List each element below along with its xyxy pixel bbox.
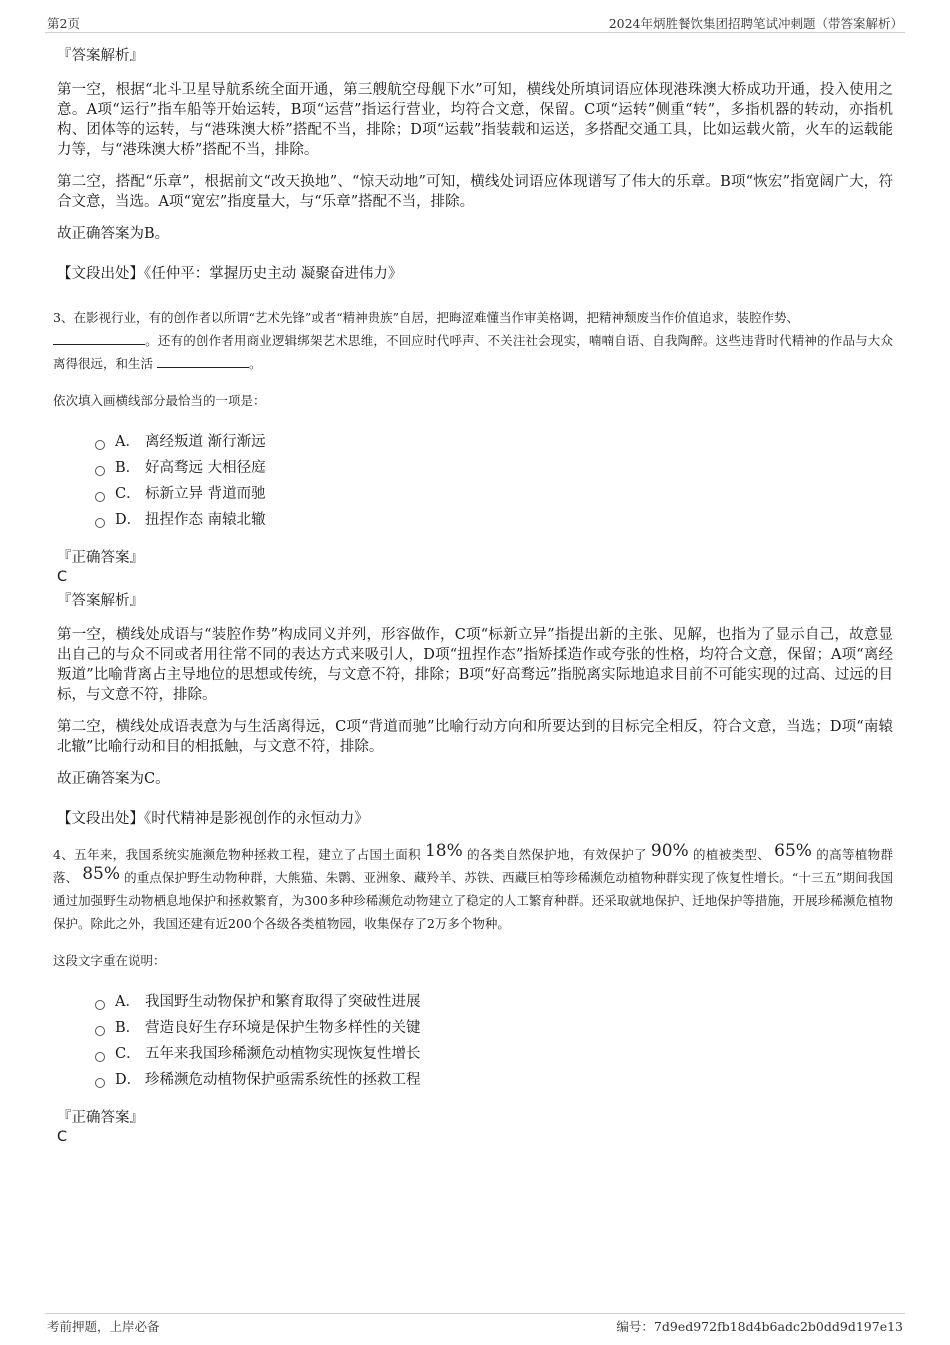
option-c[interactable]: C． 五年来我国珍稀濒危动植物实现恢复性增长: [95, 1041, 893, 1067]
radio-icon[interactable]: [95, 1026, 105, 1036]
option-list: [95, 989, 893, 1093]
analysis-paragraph: 第一空，横线处成语与“装腔作势”构成同义并列，形容做作，C项“标新立异”指提出新的主张、见解，也指为了显示自己，故意显出自己的与众不同或者用往常不同的表达方式来吸引人，D项“扭捏作态”指矫揉造作或夸张的性格，均符合文意，保留；A项“离经叛道”比喻背离占主导地位的思想或传统，与文意不符，排除；B项“好高骛远”指脱离实际地追求目前不可能实现的过高、过远的目标，与文意不符，排除。: [57, 627, 893, 703]
option-d[interactable]: D． 扭捏作态 南辕北辙: [95, 507, 893, 533]
option-b[interactable]: B． 营造良好生存环境是保护生物多样性的关键: [95, 1015, 893, 1041]
radio-icon[interactable]: [95, 1078, 105, 1088]
radio-icon[interactable]: [95, 1052, 105, 1062]
text-source: 【文段出处】《任仲平：掌握历史主动 凝聚奋进伟力》: [57, 266, 403, 282]
conclusion: 故正确答案为B。: [57, 226, 170, 242]
question-3-stem: 3、在影视行业，有的创作者以所谓“艺术先锋”或者“精神贵族”自居，把晦涩难懂当作审美格调，把精神颓废当作价值追求，装腔作势、 。还有的创作者用商业逻辑绑架艺术思维，不回应时代呼声、不关注社会现实，喃喃自语、自我陶醉。这些违背时代精神的作品与大众离得很远，和生活 。: [53, 310, 893, 371]
footer-note: 考前押题，上岸必备: [47, 1319, 160, 1334]
radio-icon[interactable]: [95, 466, 105, 476]
analysis-paragraph: 第一空，根据“北斗卫星导航系统全面开通，第三艘航空母舰下水”可知，横线处所填词语应体现港珠澳大桥成功开通，投入使用之意。A项“运行”指车船等开始运转，B项“运营”指运行营业，均符合文意，保留。C项“运转”侧重“转”，多指机器的转动，亦指机构、团体等的运转，与“港珠澳大桥”搭配不当，排除；D项“运载”指装载和运送，多搭配交通工具，比如运载火箭，火车的运载能力等，与“港珠澳大桥”搭配不当，排除。: [57, 82, 893, 158]
option-d[interactable]: D． 珍稀濒危动植物保护亟需系统性的拯救工程: [95, 1067, 893, 1093]
analysis-paragraph: 第二空，搭配“乐章”，根据前文“改天换地”、“惊天动地”可知，横线处词语应体现谱写了伟大的乐章。B项“恢宏”指宽阔广大，符合文意，当选。A项“宽宏”指度量大，与“乐章”搭配不当，排除。: [57, 174, 893, 210]
option-list: [95, 429, 893, 533]
radio-icon[interactable]: [95, 1000, 105, 1010]
option-a[interactable]: A． 我国野生动物保护和繁育取得了突破性进展: [95, 989, 893, 1015]
percent-value: 85%: [82, 864, 120, 884]
page-content: [53, 40, 893, 1147]
analysis-paragraph: 第二空，横线处成语表意为与生活离得远，C项“背道而驰”比喻行动方向和所要达到的目标完全相反，符合文意，当选；D项“南辕北辙”比喻行动和目的相抵触，与文意不符，排除。: [57, 719, 893, 755]
analysis-label: 『答案解析』: [57, 48, 144, 64]
page-footer: [45, 1313, 905, 1334]
question-4-stem: 4、五年来，我国系统实施濒危物种拯救工程，建立了占国土面积 18% 的各类自然保护地，有效保护了 90% 的植被类型、 65% 的高等植物群落、 85% 的重点保护野生动物种群，大熊猫、朱鹮、亚洲象、藏羚羊、苏铁、西藏巨柏等珍稀濒危动植物种群实现了恢复性增长。“十三五”期间我国通过加强野生动物栖息地保护和拯救繁育，为300多种珍稀濒危动物建立了稳定的人工繁育种群。还采取就地保护、迁地保护等措施，开展珍稀濒危植物保护。除此之外，我国还建有近200个各级各类植物园，收集保存了2万多个物种。: [53, 841, 893, 931]
percent-value: 90%: [650, 841, 689, 861]
percent-value: 18%: [424, 841, 463, 861]
radio-icon[interactable]: [95, 518, 105, 528]
fill-blank: [157, 355, 249, 368]
option-b[interactable]: B． 好高骛远 大相径庭: [95, 455, 893, 481]
correct-answer-value: C: [57, 569, 68, 585]
correct-answer-label: 『正确答案』: [57, 1110, 144, 1126]
percent-value: 65%: [774, 841, 812, 861]
radio-icon[interactable]: [95, 492, 105, 502]
analysis-label: 『答案解析』: [57, 593, 144, 609]
page-number: 第2页: [47, 16, 80, 31]
fill-blank: [53, 332, 145, 345]
option-a[interactable]: A． 离经叛道 渐行渐远: [95, 429, 893, 455]
correct-answer-label: 『正确答案』: [57, 550, 144, 566]
radio-icon[interactable]: [95, 440, 105, 450]
option-c[interactable]: C． 标新立异 背道而驰: [95, 481, 893, 507]
document-title: 2024年炳胜餐饮集团招聘笔试冲刺题（带答案解析）: [608, 16, 903, 31]
conclusion: 故正确答案为C。: [57, 771, 170, 787]
page-header: [45, 14, 905, 33]
question-prompt: 这段文字重在说明：: [53, 953, 166, 968]
question-prompt: 依次填入画横线部分最恰当的一项是：: [53, 393, 266, 408]
correct-answer-value: C: [57, 1129, 68, 1145]
text-source: 【文段出处】《时代精神是影视创作的永恒动力》: [57, 811, 369, 827]
document-code: 编号：7d9ed972fb18d4b6adc2b0dd9d197e13: [616, 1319, 903, 1334]
